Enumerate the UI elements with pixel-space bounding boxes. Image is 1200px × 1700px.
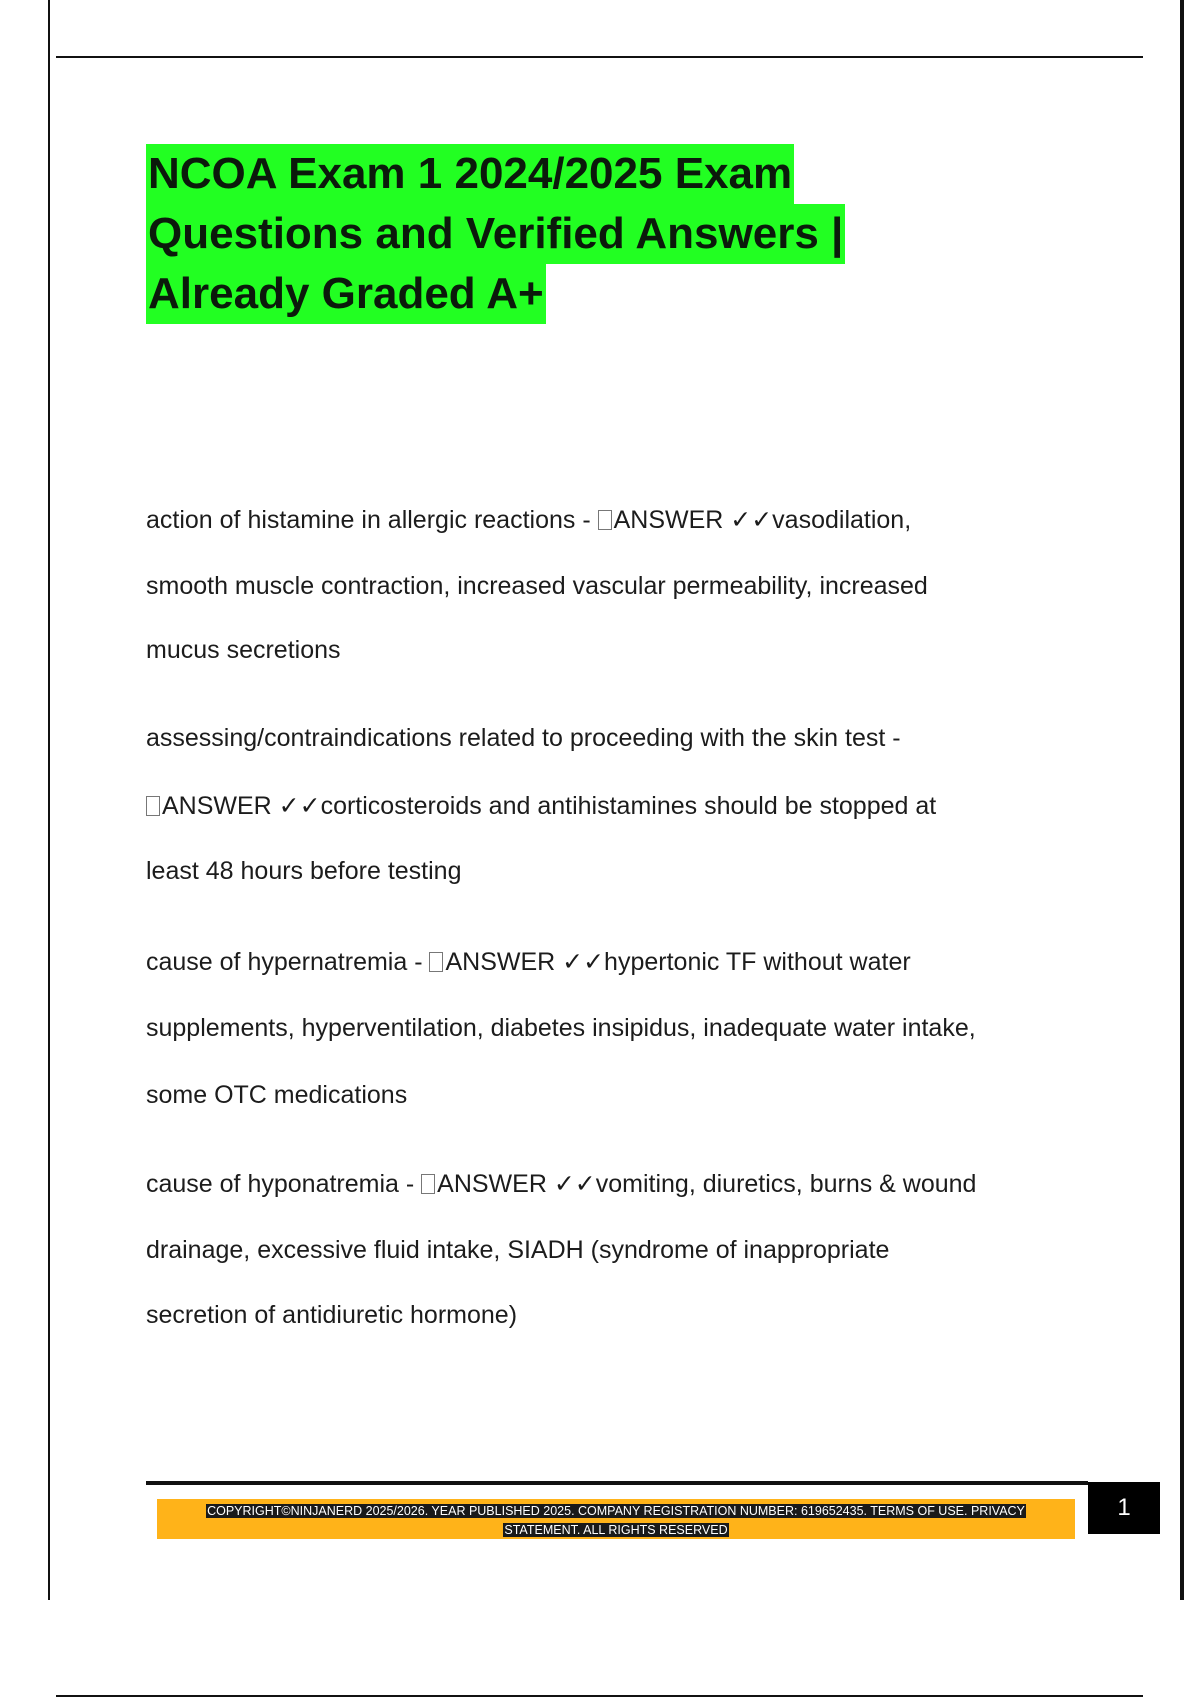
- qa-line: [146, 505, 1096, 535]
- answer-text: ANSWER ✓✓corticosteroids and antihistamines should be stopped at: [162, 792, 937, 820]
- top-rule: [56, 56, 1143, 58]
- qa-line: supplements, hyperventilation, diabetes insipidus, inadequate water intake,: [146, 1014, 976, 1042]
- copyright-line-2: STATEMENT. ALL RIGHTS RESERVED: [504, 1523, 728, 1537]
- qa-line: [146, 947, 1096, 977]
- question-text: cause of hyponatremia -: [146, 1170, 422, 1198]
- answer-text: ANSWER ✓✓vasodilation,: [613, 506, 912, 534]
- qa-entry-hypernatremia: [146, 947, 1096, 1110]
- qa-line: mucus secretions: [146, 636, 341, 664]
- qa-entry-histamine: [146, 505, 1096, 665]
- copyright-line-1: COPYRIGHT©NINJANERD 2025/2026. YEAR PUBLISHED 2025. COMPANY REGISTRATION NUMBER: 619652435. TERMS OF USE. PRIVACY: [207, 1504, 1025, 1518]
- title-line-2: Questions and Verified Answers |: [146, 204, 845, 264]
- page-number: 1: [1088, 1482, 1160, 1534]
- title-line-1: NCOA Exam 1 2024/2025 Exam: [146, 144, 794, 204]
- title-line-3: Already Graded A+: [146, 264, 546, 324]
- qa-line: [146, 791, 1096, 821]
- checkbox-glyph-icon: [421, 1174, 435, 1194]
- checkbox-glyph-icon: [598, 510, 612, 530]
- answer-text: ANSWER ✓✓hypertonic TF without water: [445, 948, 911, 976]
- qa-line: drainage, excessive fluid intake, SIADH (syndrome of inappropriate: [146, 1236, 890, 1264]
- question-text: action of histamine in allergic reactions -: [146, 506, 598, 534]
- footer-rule: [146, 1481, 1088, 1485]
- footer-copyright: [170, 1502, 1062, 1540]
- answer-text: ANSWER ✓✓vomiting, diuretics, burns & wound: [437, 1170, 977, 1198]
- qa-entry-hyponatremia: [146, 1169, 1096, 1330]
- document-title: [146, 144, 1046, 324]
- qa-line: [146, 1169, 1096, 1199]
- page-frame-right: [1180, 0, 1184, 1600]
- qa-line: secretion of antidiuretic hormone): [146, 1301, 518, 1329]
- qa-line: least 48 hours before testing: [146, 857, 462, 885]
- qa-line: assessing/contraindications related to proceeding with the skin test -: [146, 724, 901, 752]
- qa-line: some OTC medications: [146, 1081, 408, 1109]
- bottom-rule: [56, 1695, 1143, 1697]
- checkbox-glyph-icon: [146, 796, 160, 816]
- checkbox-glyph-icon: [429, 952, 443, 972]
- page-frame-left: [48, 0, 50, 1600]
- qa-line: smooth muscle contraction, increased vascular permeability, increased: [146, 572, 928, 600]
- question-text: cause of hypernatremia -: [146, 948, 430, 976]
- qa-entry-skin-test: [146, 723, 1096, 886]
